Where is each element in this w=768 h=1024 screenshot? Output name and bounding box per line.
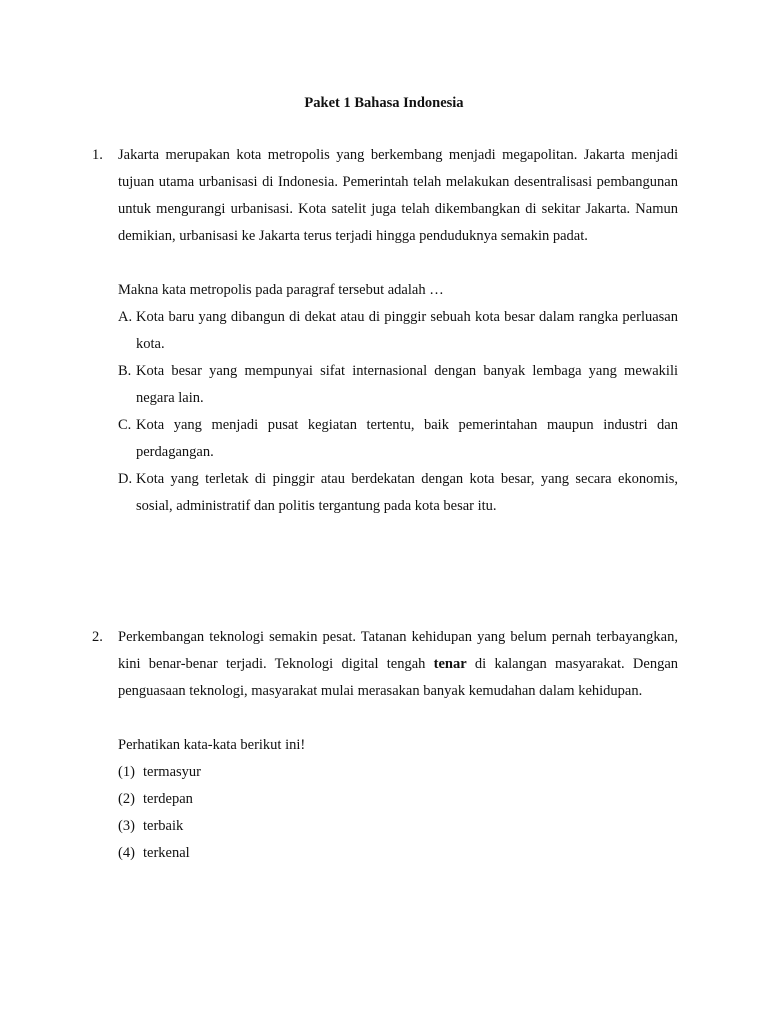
option-text: Kota yang menjadi pusat kegiatan tertentu, baik pemerintahan maupun industri dan perdagangan.	[136, 417, 678, 460]
option-letter: C.	[118, 417, 132, 433]
word-text: termasyur	[143, 764, 201, 780]
question-2	[92, 624, 678, 867]
question-1	[92, 142, 678, 520]
word-text: terbaik	[143, 818, 184, 834]
word-text: terkenal	[143, 845, 190, 861]
answer-option-b[interactable]	[118, 358, 678, 412]
question-prompt: Makna kata metropolis pada paragraf tersebut adalah …	[118, 282, 444, 298]
question-body	[118, 142, 678, 520]
word-number: (3)	[118, 818, 135, 834]
spacer	[118, 250, 678, 277]
passage-text: di kalangan masyarakat. Dengan penguasaan teknologi, masyarakat mulai merasakan banyak kemudahan dalam kehidupan.	[118, 656, 679, 699]
question-passage: Jakarta merupakan kota metropolis yang berkembang menjadi megapolitan. Jakarta menjadi tujuan utama urbanisasi di Indonesia. Pemerintah telah melakukan desentralisasi pembangunan untuk mengurangi urbanisasi. Kota satelit juga telah dikembangkan di sekitar Jakarta. Namun demikian, urbanisasi ke Jakarta terus terjadi hingga penduduknya semakin padat.	[118, 147, 678, 244]
word-text: terdepan	[143, 791, 193, 807]
passage-text: Perkembangan teknologi semakin pesat. Tatanan kehidupan yang belum pernah terbayangkan, kini benar-benar terjadi. Teknologi digital tengah	[118, 629, 678, 672]
question-body	[118, 624, 678, 867]
word-item	[118, 759, 678, 786]
question-passage	[118, 624, 678, 705]
document-title: Paket 1 Bahasa Indonesia	[304, 95, 464, 111]
question-number: 2.	[92, 629, 103, 645]
option-text: Kota baru yang dibangun di dekat atau di pinggir sebuah kota besar dalam rangka perluasan kota.	[136, 309, 678, 352]
option-letter: B.	[118, 363, 132, 379]
answer-option-d[interactable]	[118, 466, 678, 520]
option-letter: D.	[118, 471, 133, 487]
word-item	[118, 813, 678, 840]
answer-option-c[interactable]	[118, 412, 678, 466]
highlighted-word: tenar	[433, 656, 467, 672]
question-prompt: Perhatikan kata-kata berikut ini!	[118, 737, 306, 753]
answer-option-a[interactable]	[118, 304, 678, 358]
word-item	[118, 840, 678, 867]
word-number: (2)	[118, 791, 135, 807]
word-number: (4)	[118, 845, 135, 861]
question-number: 1.	[92, 147, 103, 163]
spacer	[118, 705, 678, 732]
option-text: Kota besar yang mempunyai sifat internasional dengan banyak lembaga yang mewakili negara lain.	[136, 363, 678, 406]
answer-options	[118, 304, 678, 520]
option-letter: A.	[118, 309, 133, 325]
word-list	[118, 759, 678, 867]
word-item	[118, 786, 678, 813]
option-text: Kota yang terletak di pinggir atau berdekatan dengan kota besar, yang secara ekonomis, sosial, administratif dan politis tergantung pada kota besar itu.	[136, 471, 678, 514]
word-number: (1)	[118, 764, 135, 780]
